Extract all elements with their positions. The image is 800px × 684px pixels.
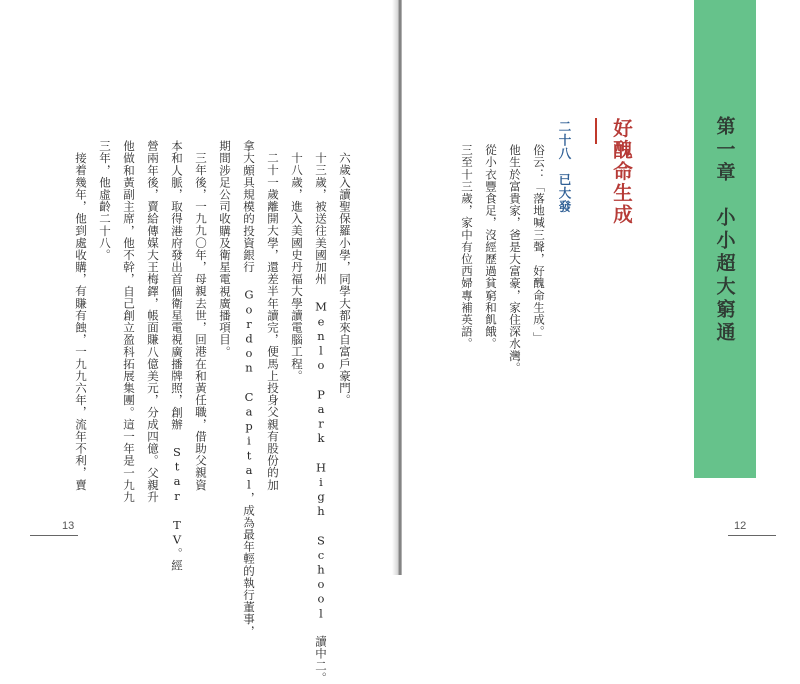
right-paragraph-line: 俗云：「落地喊三聲，好醜命生成。」	[532, 144, 546, 344]
left-paragraph-line: 三年後，一九九〇年，母親去世，回港在和黃任職，借助父親資	[194, 152, 208, 491]
section-title: 好醜命生成	[610, 118, 633, 226]
page-number-rule	[30, 535, 78, 536]
chapter-heading	[694, 116, 756, 345]
left-paragraph-line: 三年，他虛齡二十八。	[98, 140, 112, 261]
left-page	[0, 0, 398, 684]
age-label: 已大發	[557, 172, 572, 213]
section-accent-bar	[595, 118, 597, 144]
page-number-12: 12	[734, 520, 747, 532]
chapter-tab	[694, 0, 756, 478]
left-paragraph-line: 營兩年後，賣給傳媒大王梅鐸，帳面賺八億美元，分成四億。父親升	[146, 140, 160, 503]
left-paragraph-line: 二十一歲離開大學，還差半年讀完，便馬上投身父親有股份的加	[266, 152, 280, 491]
right-paragraph-line: 他生於富貴家，爸是大富豪，家住深水灣。	[508, 144, 522, 374]
left-paragraph-line: 他做和黃副主席，他不幹，自己創立盈科拓展集團。這一年是一九九	[122, 140, 136, 503]
page-number-rule	[728, 535, 776, 536]
age-number: 二十八	[557, 120, 572, 161]
section-subheading	[555, 120, 573, 213]
left-paragraph-line: 十三歲，被送往美國加州 Menlo Park High School 讀中二。	[314, 152, 328, 684]
left-paragraph-line: 本和人脈，取得港府發出首個衛星電視廣播牌照，創辦 Star TV。經	[170, 140, 184, 572]
right-paragraph-line: 三至十三歲，家中有位西婦專補英語。	[460, 144, 474, 350]
left-paragraph-line: 六歲入讀聖保羅小學，同學大都來自富戶豪門。	[338, 152, 352, 407]
page-number-13: 13	[62, 520, 75, 532]
right-paragraph-line: 從小衣豐食足，沒經歷過貧窮和飢餓。	[484, 144, 498, 350]
chapter-title: 第一章	[713, 116, 736, 185]
left-paragraph-line: 期間涉足公司收購及衛星電視廣播項目。	[218, 140, 232, 358]
left-paragraph-line: 十八歲，進入美國史丹福大學讀電腦工程。	[290, 152, 304, 382]
right-page	[402, 0, 800, 575]
chapter-subtitle: 小小超大窮通	[713, 207, 736, 345]
left-paragraph-line: 接着幾年，他到處收購，有賺有蝕，一九九六年，流年不利，賣	[74, 152, 88, 491]
left-paragraph-line: 拿大頗具規模的投資銀行 Gordon Capital，成為最年輕的執行董事，	[242, 140, 256, 638]
